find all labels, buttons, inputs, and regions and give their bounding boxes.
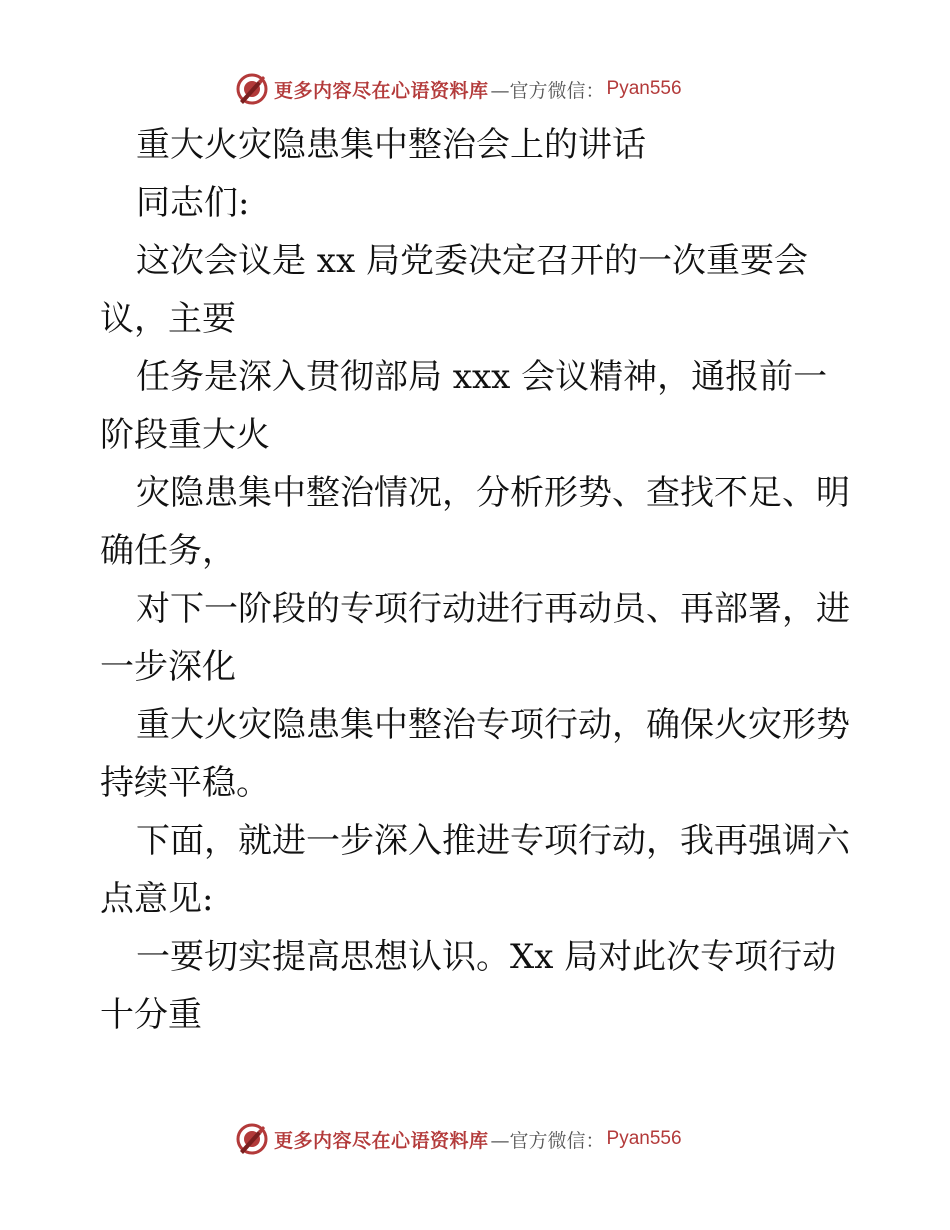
footer-watermark [234,1121,714,1157]
document-body [100,116,860,1044]
salutation: 同志们: [136,183,250,223]
document-title: 重大火灾隐患集中整治会上的讲话 [136,125,646,165]
watermark-text: 更多内容尽在心语资料库 [274,1129,489,1152]
text-line: 重大火灾隐患集中整治专项行动，确保火灾形势 [136,705,850,745]
text-line: 持续平稳。 [100,763,270,803]
text-line: 议，主要 [100,299,236,339]
watermark-official-label: —官方微信： [490,79,605,102]
text-line: 下面，就进一步深入推进专项行动，我再强调六 [136,821,850,861]
pen-logo-icon [234,71,270,107]
text-line: 任务是深入贯彻部局 xxx 会议精神，通报前一 [136,357,828,397]
text-line: 灾隐患集中整治情况，分析形势、查找不足、明 [136,473,850,513]
text-line: 阶段重大火 [100,415,270,455]
text-line: 这次会议是 xx 局党委决定召开的一次重要会 [136,241,808,281]
text-line: 十分重 [100,995,202,1035]
text-line: 点意见: [100,879,214,919]
text-line: 一步深化 [100,647,236,687]
watermark-text: 更多内容尽在心语资料库 [274,79,489,102]
text-line: 确任务， [100,531,236,571]
pen-logo-icon [234,1121,270,1157]
text-line: 对下一阶段的专项行动进行再动员、再部署，进 [136,589,850,629]
watermark-wechat-id: Pyan556 [606,1128,682,1149]
text-line: 一要切实提高思想认识。Xx 局对此次专项行动 [136,937,837,977]
header-watermark [234,71,714,107]
watermark-wechat-id: Pyan556 [606,78,682,99]
watermark-official-label: —官方微信： [490,1129,605,1152]
